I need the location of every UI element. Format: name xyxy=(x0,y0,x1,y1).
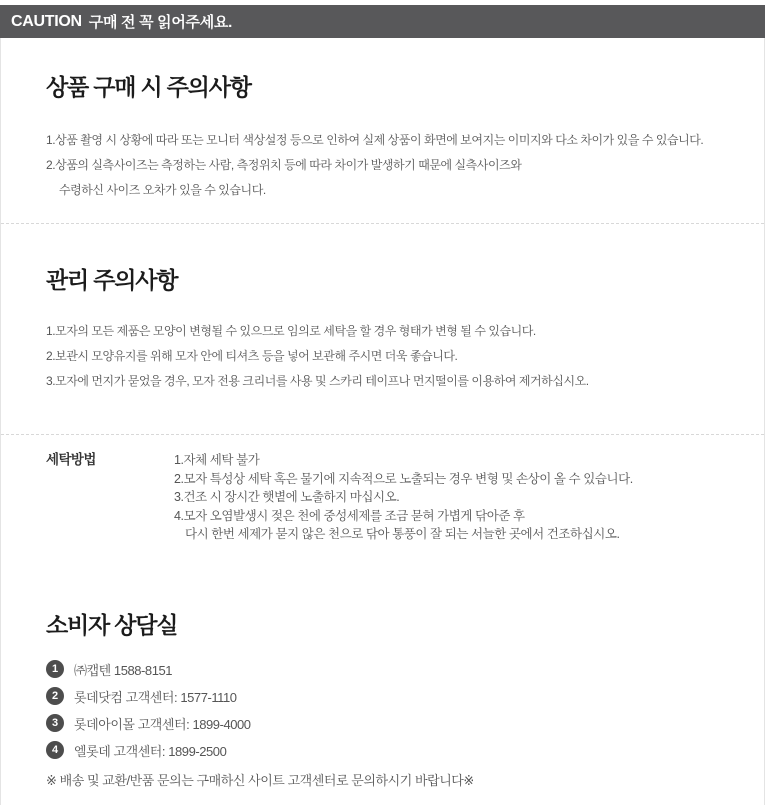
care-notice-line: 3.모자에 먼지가 묻었을 경우, 모자 전용 크리너를 사용 및 스카리 테이프나 먼지떨이를 이용하여 제거하십시오. xyxy=(46,374,589,388)
contact-row xyxy=(46,737,764,764)
purchase-notice-title: 상품 구매 시 주의사항 xyxy=(46,74,251,100)
contact-text: ㈜캡텐 1588-8151 xyxy=(74,662,173,678)
purchase-notice-line-continuation: 수령하신 사이즈 오차가 있을 수 있습니다. xyxy=(59,183,266,197)
care-notice-line: 1.모자의 모든 제품은 모양이 변형될 수 있으므로 임의로 세탁을 할 경우 형태가 변형 될 수 있습니다. xyxy=(46,324,536,338)
washing-method-row xyxy=(1,435,764,544)
section-customer-service xyxy=(1,544,764,790)
content-area xyxy=(0,38,765,805)
number-badge: 2 xyxy=(46,687,64,705)
caution-header xyxy=(0,5,765,38)
care-notice-line: 2.보관시 모양유지를 위해 모자 안에 티셔츠 등을 넣어 보관해 주시면 더욱 좋습니다. xyxy=(46,349,458,363)
number-badge: 3 xyxy=(46,714,64,732)
contact-row xyxy=(46,656,764,683)
purchase-notice-line: 1.상품 촬영 시 상황에 따라 또는 모니터 색상설정 등으로 인하여 실제 상품이 화면에 보여지는 이미지와 다소 차이가 있을 수 있습니다. xyxy=(46,133,704,147)
contact-text: 엘롯데 고객센터: 1899-2500 xyxy=(74,743,227,759)
customer-service-title: 소비자 상담실 xyxy=(46,611,178,638)
contact-text: 롯데닷컴 고객센터: 1577-1110 xyxy=(74,689,237,705)
number-badge: 4 xyxy=(46,741,64,759)
caution-label: CAUTION xyxy=(11,12,82,30)
purchase-notice-list xyxy=(1,128,764,203)
number-badge: 1 xyxy=(46,660,64,678)
contact-row xyxy=(46,710,764,737)
washing-method-list xyxy=(174,451,633,544)
washing-method-line: 4.모자 오염발생시 젖은 천에 중성세제를 조금 묻혀 가볍게 닦아준 후 xyxy=(174,508,525,523)
washing-method-line: 3.건조 시 장시간 햇볕에 노출하지 마십시오. xyxy=(174,490,400,504)
washing-method-label: 세탁방법 xyxy=(46,452,96,467)
shipping-exchange-note: ※ 배송 및 교환/반품 문의는 구매하신 사이트 고객센터로 문의하시기 바랍니다※ xyxy=(46,772,474,788)
washing-method-line: 1.자체 세탁 불가 xyxy=(174,453,260,467)
caution-subtitle: 구매 전 꼭 읽어주세요. xyxy=(88,14,232,31)
care-notice-list xyxy=(1,319,764,394)
customer-service-contacts xyxy=(1,656,764,764)
washing-method-line: 2.모자 특성상 세탁 혹은 물기에 지속적으로 노출되는 경우 변형 및 손상이 올 수 있습니다. xyxy=(174,471,633,486)
section-care-notice xyxy=(1,224,764,394)
contact-row xyxy=(46,683,764,710)
purchase-notice-line: 2.상품의 실측사이즈는 측정하는 사람, 측정위치 등에 따라 차이가 발생하기 때문에 실측사이즈와 xyxy=(46,158,522,172)
washing-method-line-continuation: 다시 한번 세제가 묻지 않은 천으로 닦아 통풍이 잘 되는 서늘한 곳에서 건조하십시오. xyxy=(185,527,620,541)
section-purchase-notice xyxy=(1,38,764,203)
contact-text: 롯데아이몰 고객센터: 1899-4000 xyxy=(74,716,251,732)
care-notice-title: 관리 주의사항 xyxy=(46,267,178,293)
